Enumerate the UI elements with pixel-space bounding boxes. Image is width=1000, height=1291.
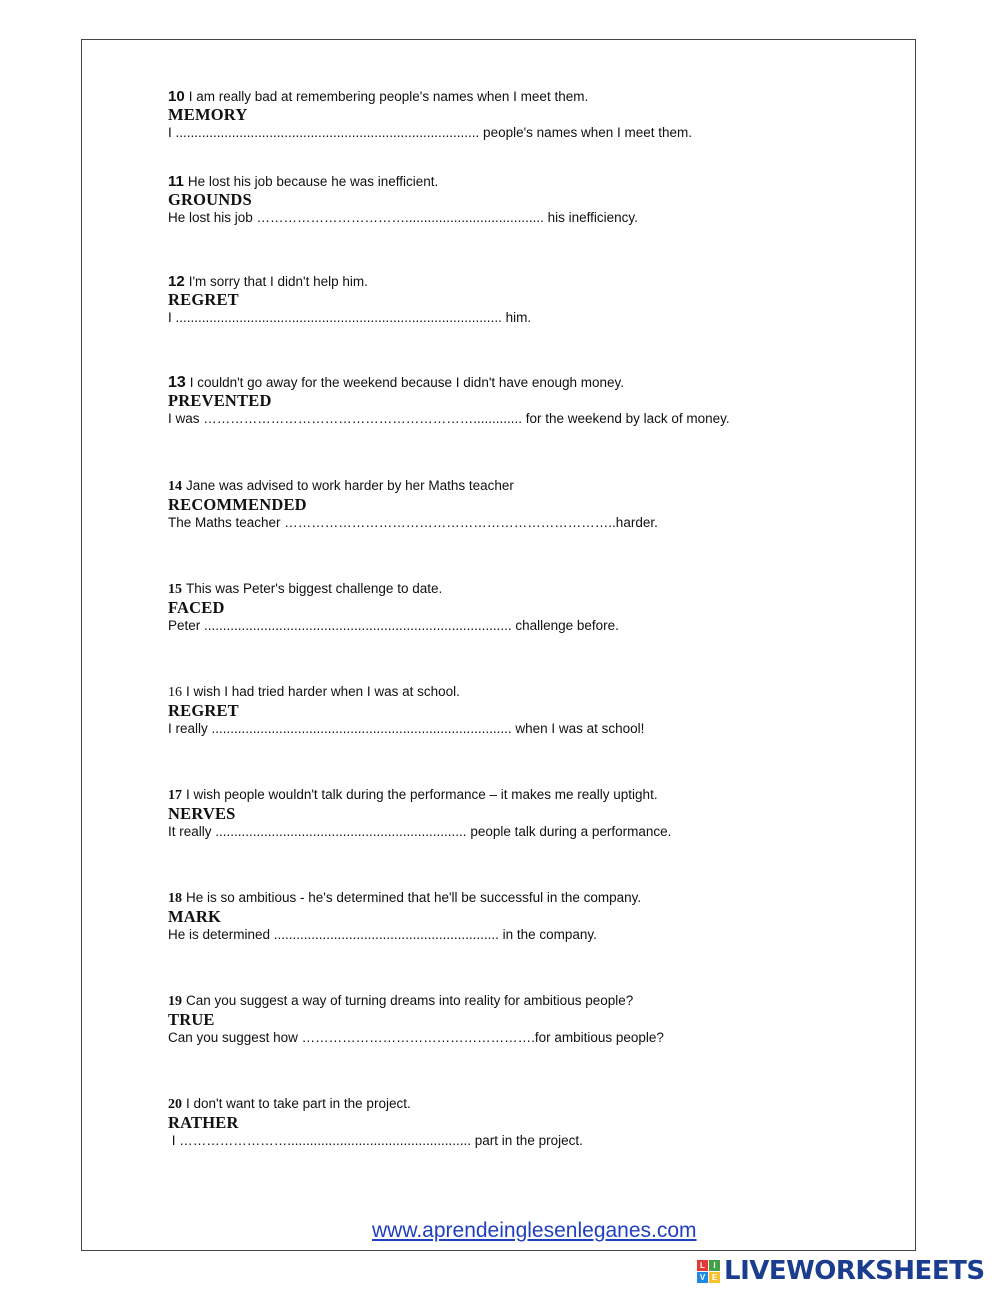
- question-line: [168, 786, 888, 804]
- logo-tile-v: V: [697, 1272, 708, 1283]
- exercise-item-13: [168, 374, 888, 427]
- question-number: 17: [168, 788, 182, 803]
- keyword: MEMORY: [168, 105, 248, 124]
- answer-line[interactable]: I really ................................................................................ when I was at school!: [168, 721, 645, 736]
- question-line: [168, 273, 888, 290]
- question-text: He lost his job because he was inefficient.: [187, 174, 439, 189]
- question-text: Can you suggest a way of turning dreams into reality for ambitious people?: [186, 993, 634, 1008]
- question-number: 19: [168, 994, 182, 1009]
- question-line: [168, 992, 888, 1010]
- question-line: [168, 88, 888, 105]
- answer-line[interactable]: I ................................................................................. people's names when I meet them.: [168, 125, 693, 140]
- answer-line[interactable]: I ……………………................................................. part in the project.: [168, 1133, 583, 1148]
- keyword: REGRET: [168, 701, 239, 720]
- question-line: [168, 173, 888, 190]
- liveworksheets-brand: [697, 1257, 985, 1285]
- answer-line[interactable]: He lost his job ……………………………..................................... his inefficiency.: [168, 210, 638, 225]
- logo-tile-i: I: [709, 1260, 720, 1271]
- question-line: [168, 580, 888, 598]
- question-number: 18: [168, 891, 182, 906]
- keyword: FACED: [168, 598, 225, 617]
- exercise-item-18: [168, 889, 888, 943]
- exercise-item-12: [168, 273, 888, 326]
- question-number: 20: [168, 1097, 182, 1112]
- question-text: I am really bad at remembering people's names when I meet them.: [188, 89, 589, 104]
- exercise-item-20: [168, 1095, 888, 1149]
- answer-line[interactable]: It really ................................................................... people talk during a performance.: [168, 824, 672, 839]
- question-line: [168, 374, 888, 391]
- exercise-item-19: [168, 992, 888, 1046]
- exercise-item-10: [168, 88, 888, 141]
- keyword: NERVES: [168, 804, 236, 823]
- question-line: [168, 889, 888, 907]
- question-line: [168, 683, 888, 701]
- exercise-item-14: [168, 477, 888, 531]
- keyword: PREVENTED: [168, 391, 272, 410]
- question-number: 15: [168, 582, 182, 597]
- brand-name: LIVEWORKSHEETS: [724, 1256, 985, 1286]
- answer-line[interactable]: The Maths teacher ………………………………………………………………..harder.: [168, 515, 658, 530]
- keyword: RATHER: [168, 1113, 239, 1132]
- question-text: This was Peter's biggest challenge to date.: [186, 581, 443, 596]
- question-text: He is so ambitious - he's determined that he'll be successful in the company.: [186, 890, 642, 905]
- website-link[interactable]: www.aprendeinglesenleganes.com: [372, 1219, 697, 1242]
- logo-tile-l: L: [697, 1260, 708, 1271]
- question-number: 13: [168, 374, 186, 391]
- question-number: 12: [168, 273, 185, 290]
- exercise-item-15: [168, 580, 888, 634]
- question-text: I couldn't go away for the weekend because I didn't have enough money.: [189, 375, 624, 390]
- keyword: TRUE: [168, 1010, 215, 1029]
- answer-line[interactable]: Peter .................................................................................. challenge before.: [168, 618, 619, 633]
- answer-line[interactable]: I ....................................................................................... him.: [168, 310, 532, 325]
- keyword: MARK: [168, 907, 222, 926]
- exercise-item-17: [168, 786, 888, 840]
- exercise-item-11: [168, 173, 888, 226]
- logo-tile-e: E: [709, 1272, 720, 1283]
- answer-line[interactable]: He is determined ............................................................ in the company.: [168, 927, 597, 942]
- keyword: REGRET: [168, 290, 239, 309]
- keyword: GROUNDS: [168, 190, 252, 209]
- question-number: 10: [168, 88, 185, 105]
- keyword: RECOMMENDED: [168, 495, 307, 514]
- answer-line[interactable]: I was ……………………………………………………............. for the weekend by lack of money.: [168, 411, 730, 426]
- answer-line[interactable]: Can you suggest how …………………………………………….for ambitious people?: [168, 1030, 664, 1045]
- question-text: I'm sorry that I didn't help him.: [188, 274, 368, 289]
- question-line: [168, 477, 888, 495]
- question-number: 14: [168, 479, 182, 494]
- question-number: 16: [168, 685, 182, 700]
- question-line: [168, 1095, 888, 1113]
- question-text: I wish people wouldn't talk during the performance – it makes me really uptight.: [186, 787, 658, 802]
- question-text: I wish I had tried harder when I was at school.: [186, 684, 460, 699]
- question-number: 11: [168, 173, 184, 190]
- exercise-item-16: [168, 683, 888, 737]
- liveworksheets-logo-icon: [697, 1260, 720, 1283]
- question-text: I don't want to take part in the project.: [186, 1096, 411, 1111]
- question-text: Jane was advised to work harder by her Maths teacher: [186, 478, 514, 493]
